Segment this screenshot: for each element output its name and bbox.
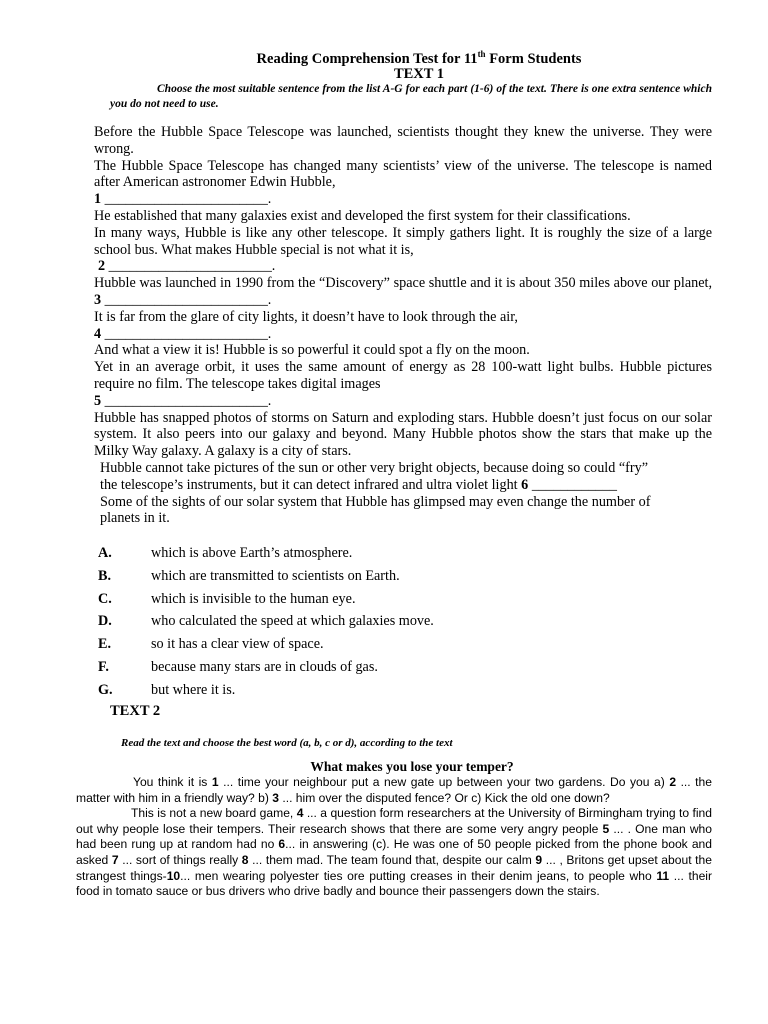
gap-line: _______________________. — [101, 291, 272, 308]
text1-passage — [94, 124, 712, 527]
gap-line: _______________________. — [101, 325, 272, 342]
answer-options — [98, 543, 658, 703]
gap-1 — [94, 191, 712, 208]
text-run: ... . One man who had been rung up at random had no — [76, 821, 713, 852]
paragraph: Hubble has snapped photos of storms on Saturn and exploding stars. Hubble doesn’t just focus on our solar system. It also peers into our galaxy and beyond. Many Hubble photos show the stars that make up the Milky Way galaxy. A galaxy is a city of stars. — [94, 409, 712, 460]
option-text: who calculated the speed at which galaxies move. — [151, 613, 434, 630]
paragraph — [76, 775, 712, 806]
option-b — [98, 566, 658, 589]
option-text: because many stars are in clouds of gas. — [151, 658, 378, 675]
gap-number: 5 — [602, 821, 610, 836]
option-g — [98, 680, 658, 703]
gap-number: 10 — [166, 868, 181, 883]
option-text: which is invisible to the human eye. — [151, 590, 356, 607]
paragraph-line: planets in it. — [100, 510, 170, 527]
option-text: but where it is. — [151, 681, 236, 698]
option-text: which is above Earth’s atmosphere. — [151, 545, 353, 561]
text2-heading: TEXT 2 — [110, 703, 161, 719]
text-run: ... them mad. The team found that, despite our calm — [248, 852, 536, 867]
text-run: ... sort of things really — [118, 852, 242, 867]
option-letter: E. — [98, 636, 112, 653]
option-text: so it has a clear view of space. — [151, 636, 324, 653]
option-letter: F. — [98, 658, 109, 675]
gap-number: 9 — [535, 852, 543, 867]
option-a — [98, 543, 658, 566]
text-run: ... a question form researchers at the University of Birmingham trying to find out why people lose their tempers. Their research shows that there are some very angry people — [76, 806, 712, 836]
gap-number: 1 — [94, 191, 102, 208]
page-title — [0, 49, 768, 68]
text-run: ... him over the disputed fence? Or c) Kick the old one down? — [279, 790, 610, 805]
paragraph: In many ways, Hubble is like any other telescope. It simply gathers light. It is roughly the size of a large school bus. What makes Hubble special is not what it is, — [94, 224, 712, 258]
gap-line: _______________________. — [101, 392, 272, 409]
gap-number: 6 — [278, 837, 286, 852]
gap-number: 8 — [241, 852, 249, 867]
paragraph — [76, 806, 712, 900]
option-letter: A. — [98, 545, 112, 561]
gap-number: 3 — [272, 790, 279, 805]
gap-number: 2 — [669, 775, 677, 789]
text-run: This is not a new board game, — [131, 806, 297, 821]
gap-number: 3 — [94, 291, 102, 308]
gap-number: 6 — [521, 476, 529, 493]
paragraph: And what a view it is! Hubble is so powerful it could spot a fly on the moon. — [94, 342, 530, 359]
gap-line: ____________ — [528, 476, 617, 493]
gap-number: 4 — [94, 325, 102, 342]
paragraph: It is far from the glare of city lights, it doesn’t have to look through the air, — [94, 308, 518, 325]
text1-instruction: Choose the most suitable sentence from the list A-G for each part (1-6) of the text. There is one extra sentence which you do not need to use. — [110, 83, 712, 110]
paragraph-with-gap-6 — [94, 477, 712, 494]
text2-passage — [76, 775, 712, 900]
text-run: ... men wearing polyester ties ore putting creases in their denim jeans, to people who — [180, 868, 657, 883]
paragraph: He established that many galaxies exist and developed the first system for their classifications. — [94, 207, 631, 224]
gap-5 — [94, 393, 712, 410]
text-run: ... in answering (c). He was one of 50 people picked from the phone book and asked — [76, 837, 713, 867]
gap-line: _______________________. — [101, 191, 272, 208]
gap-number: 1 — [211, 775, 219, 789]
paragraph: Before the Hubble Space Telescope was launched, scientists thought they knew the universe. They were wrong. — [94, 124, 712, 157]
option-letter: G. — [98, 681, 113, 698]
paragraph-text: Hubble was launched in 1990 from the “Discovery” space shuttle and it is about 350 miles above our planet, — [94, 275, 712, 292]
paragraph-line: Some of the sights of our solar system that Hubble has glimpsed may even change the number of — [100, 493, 651, 510]
paragraph-text: the telescope’s instruments, but it can detect infrared and ultra violet light — [100, 476, 522, 493]
option-e — [98, 634, 658, 657]
gap-line: _______________________. — [105, 258, 276, 275]
text-run: ... time your neighbour put a new gate up between your two gardens. Do you a) — [218, 775, 670, 789]
option-text: which are transmitted to scientists on Earth. — [151, 567, 400, 584]
gap-number: 4 — [296, 806, 304, 821]
gap-number: 2 — [98, 258, 106, 275]
paragraph-with-gap-3 — [94, 275, 712, 309]
option-d — [98, 611, 658, 634]
option-letter: D. — [98, 613, 112, 630]
title-superscript: th — [477, 49, 486, 59]
gap-number: 7 — [111, 852, 119, 867]
option-letter: C. — [98, 590, 112, 607]
option-c — [98, 589, 658, 612]
text-run: ... , Britons get upset about the strangest things- — [76, 852, 712, 883]
title-text: Reading Comprehension Test for 11 — [256, 50, 478, 67]
option-f — [98, 657, 658, 680]
title-text-end: Form Students — [485, 50, 582, 67]
gap-2 — [94, 258, 712, 275]
text-run: You think it is — [133, 775, 212, 789]
paragraph: The Hubble Space Telescope has changed many scientists’ view of the universe. The telescope is named after American astronomer Edwin Hubble, — [94, 157, 712, 191]
paragraph: Yet in an average orbit, it uses the same amount of energy as 28 100-watt light bulbs. Hubble pictures require no film. The telescope takes digital images — [94, 359, 712, 392]
option-letter: B. — [98, 567, 112, 584]
gap-4 — [94, 326, 712, 343]
text-run: ... their food in tomato sauce or bus drivers who drive badly and bounce their passengers down the stairs. — [76, 868, 713, 899]
gap-number: 5 — [94, 392, 102, 409]
text1-heading: TEXT 1 — [393, 66, 445, 82]
gap-number: 11 — [656, 868, 670, 883]
text2-subtitle: What makes you lose your temper? — [310, 759, 514, 774]
text-run: ... the matter with him in a friendly way? b) — [76, 775, 712, 805]
text2-instruction: Read the text and choose the best word (a, b, c or d), according to the text — [121, 737, 453, 749]
paragraph-line: Hubble cannot take pictures of the sun or other very bright objects, because doing so could “fry” — [100, 459, 649, 476]
